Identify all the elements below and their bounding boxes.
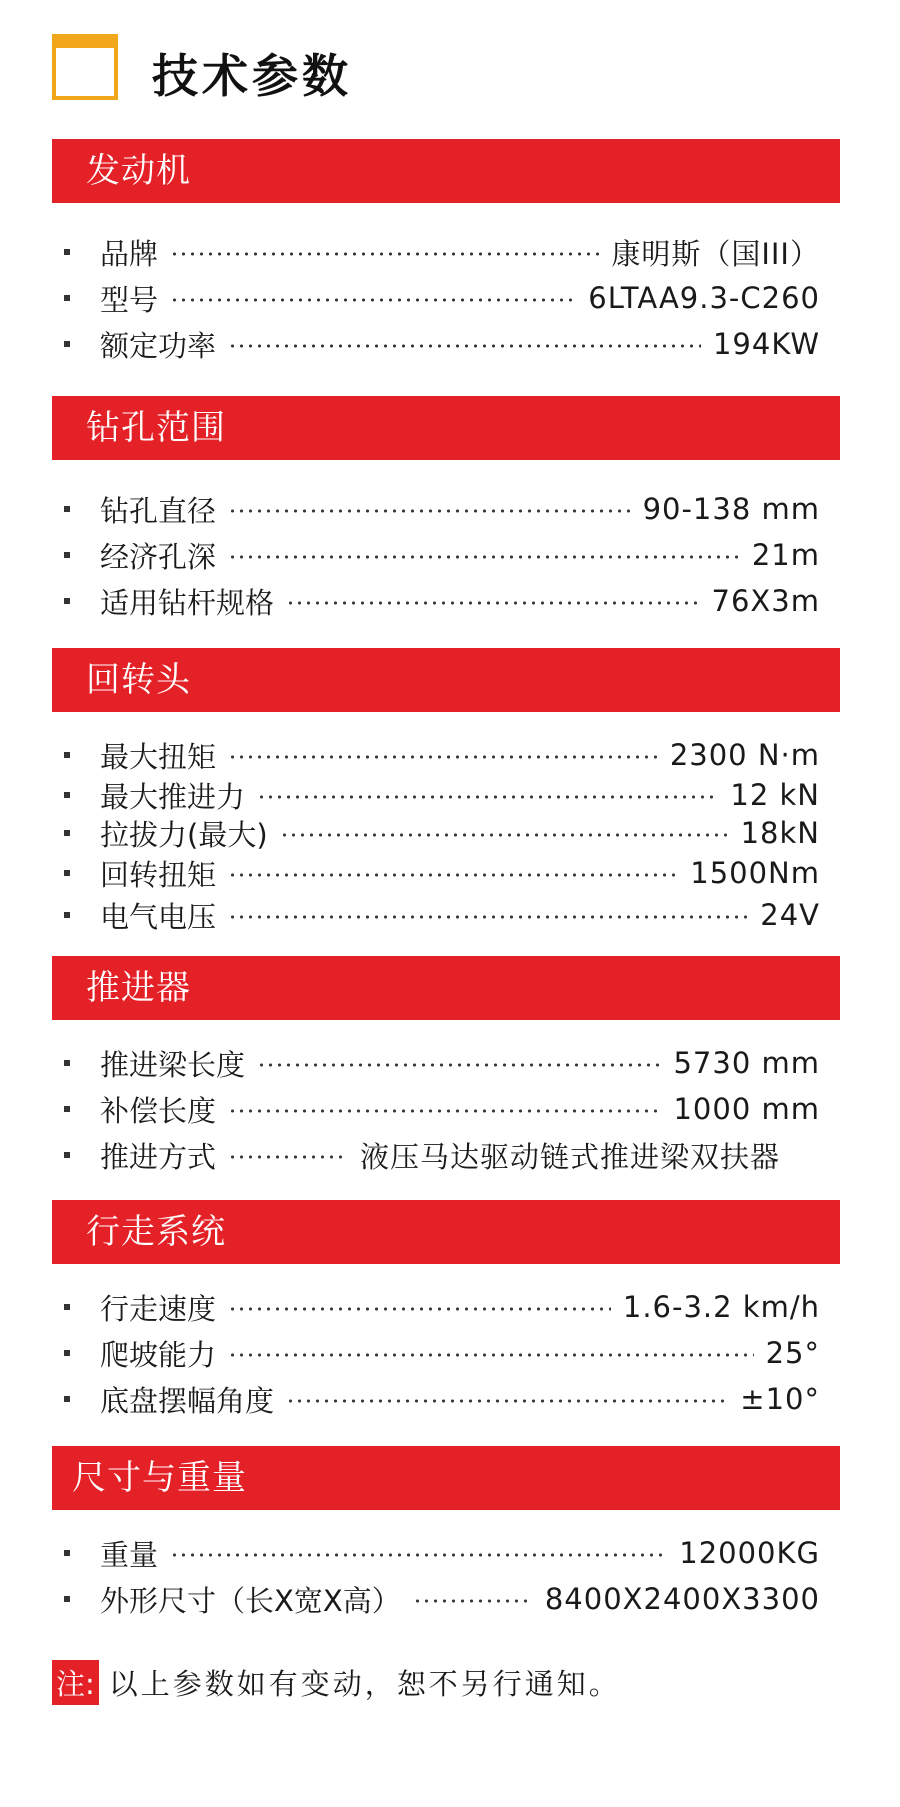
spec-label: 适用钻杆规格: [100, 585, 275, 620]
dot-leader: [257, 1063, 661, 1067]
dot-leader: [228, 555, 740, 559]
spec-label: 外形尺寸（长X宽X高）: [100, 1583, 401, 1618]
spec-row: [52, 1284, 840, 1330]
spec-value: 90-138 mm: [642, 492, 820, 526]
dot-leader: [170, 1553, 667, 1557]
bullet-icon: [64, 506, 70, 512]
section-heading: 钻孔范围: [52, 396, 840, 460]
spec-label: 最大推进力: [100, 779, 246, 814]
dot-leader: [170, 298, 576, 302]
spec-label: 回转扭矩: [100, 857, 217, 892]
spec-label: 补偿长度: [100, 1093, 217, 1128]
bullet-icon: [64, 295, 70, 301]
spec-label: 底盘摆幅角度: [100, 1383, 275, 1418]
dot-leader: [170, 252, 599, 256]
dot-leader: [257, 795, 718, 799]
section-rotary-head: [52, 648, 840, 936]
spec-row: [52, 1132, 840, 1178]
spec-row: [52, 229, 840, 275]
dot-leader: [280, 833, 729, 837]
section-engine: [52, 139, 840, 367]
spec-row: [52, 1040, 840, 1086]
spec-row: [52, 1576, 840, 1622]
spec-label: 推进梁长度: [100, 1047, 246, 1082]
spec-row: [52, 1530, 840, 1576]
bullet-icon: [64, 598, 70, 604]
bullet-icon: [64, 1396, 70, 1402]
bullet-icon: [64, 830, 70, 836]
bullet-icon: [64, 341, 70, 347]
dot-leader: [228, 1307, 611, 1311]
spec-row: [52, 1330, 840, 1376]
spec-value: 25°: [765, 1336, 820, 1370]
dot-leader: [228, 1353, 754, 1357]
spec-row: [52, 734, 840, 776]
spec-label: 钻孔直径: [100, 493, 217, 528]
spec-value: 24V: [760, 898, 820, 932]
spec-row: [52, 776, 840, 814]
spec-row: [52, 275, 840, 321]
footnote: [52, 1660, 621, 1705]
bullet-icon: [64, 1060, 70, 1066]
spec-value: 12000KG: [679, 1536, 820, 1570]
spec-label: 行走速度: [100, 1291, 217, 1326]
spec-value: 1000 mm: [673, 1092, 820, 1126]
spec-value: 康明斯（国III）: [611, 236, 820, 271]
spec-label: 最大扭矩: [100, 739, 217, 774]
spec-label: 推进方式: [100, 1139, 217, 1174]
spec-label: 电气电压: [100, 899, 217, 934]
note-tag: 注:: [52, 1660, 99, 1705]
spec-label: 型号: [100, 282, 159, 317]
section-feeder: [52, 956, 840, 1178]
spec-label: 拉拔力(最大): [100, 817, 268, 852]
page-header: [52, 34, 752, 110]
spec-row: [52, 1376, 840, 1422]
spec-row: [52, 852, 840, 894]
spec-value: 8400X2400X3300: [544, 1582, 820, 1616]
section-drilling-range: [52, 396, 840, 624]
bullet-icon: [64, 1106, 70, 1112]
bullet-icon: [64, 1550, 70, 1556]
section-travel-system: [52, 1200, 840, 1422]
spec-value: 液压马达驱动链式推进梁双扶器: [360, 1139, 781, 1174]
bullet-icon: [64, 249, 70, 255]
bullet-icon: [64, 1152, 70, 1158]
spec-value: 18kN: [740, 816, 820, 850]
bullet-icon: [64, 752, 70, 758]
bullet-icon: [64, 1350, 70, 1356]
bullet-icon: [64, 912, 70, 918]
spec-label: 品牌: [100, 236, 159, 271]
bullet-icon: [64, 1304, 70, 1310]
spec-value: 5730 mm: [673, 1046, 820, 1080]
note-text: 以上参数如有变动，恕不另行通知。: [108, 1667, 621, 1701]
bullet-icon: [64, 870, 70, 876]
section-heading: 发动机: [52, 139, 840, 203]
section-heading: 尺寸与重量: [52, 1446, 840, 1510]
spec-row: [52, 814, 840, 852]
dot-leader: [228, 1155, 348, 1159]
spec-value: 1.6-3.2 km/h: [622, 1290, 820, 1324]
spec-row: [52, 321, 840, 367]
page-title: 技术参数: [152, 49, 352, 103]
section-heading: 推进器: [52, 956, 840, 1020]
dot-leader: [228, 755, 658, 759]
dot-leader: [228, 344, 701, 348]
header-square-icon: [52, 34, 118, 100]
bullet-icon: [64, 1596, 70, 1602]
spec-value: ±10°: [740, 1382, 820, 1416]
spec-row: [52, 894, 840, 936]
spec-label: 经济孔深: [100, 539, 217, 574]
spec-row: [52, 532, 840, 578]
spec-value: 194KW: [712, 327, 820, 361]
dot-leader: [228, 1109, 661, 1113]
spec-value: 12 kN: [730, 778, 820, 812]
section-heading: 行走系统: [52, 1200, 840, 1264]
dot-leader: [286, 601, 700, 605]
bullet-icon: [64, 552, 70, 558]
dot-leader: [286, 1399, 728, 1403]
dot-leader: [228, 509, 631, 513]
spec-row: [52, 486, 840, 532]
spec-value: 6LTAA9.3-C260: [588, 281, 820, 315]
spec-label: 额定功率: [100, 328, 217, 363]
spec-label: 爬坡能力: [100, 1337, 217, 1372]
dot-leader: [228, 873, 678, 877]
spec-label: 重量: [100, 1537, 159, 1572]
spec-row: [52, 1086, 840, 1132]
dot-leader: [413, 1599, 533, 1603]
section-heading: 回转头: [52, 648, 840, 712]
section-size-weight: [52, 1446, 840, 1622]
spec-value: 2300 N·m: [669, 738, 820, 772]
spec-row: [52, 578, 840, 624]
spec-value: 21m: [751, 538, 820, 572]
spec-value: 1500Nm: [690, 856, 820, 890]
spec-value: 76X3m: [711, 584, 820, 618]
dot-leader: [228, 915, 748, 919]
bullet-icon: [64, 792, 70, 798]
